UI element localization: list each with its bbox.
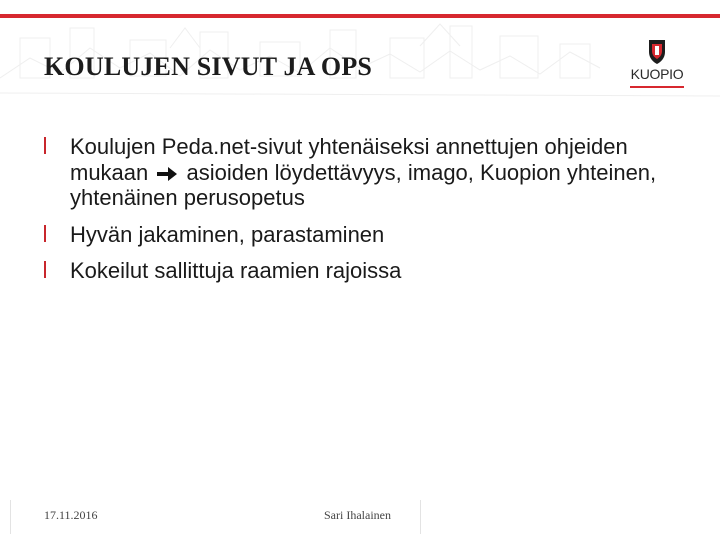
- slide-title: KOULUJEN SIVUT JA OPS: [44, 52, 373, 81]
- bullet-marker: [44, 261, 46, 278]
- bullet-item: [42, 222, 682, 248]
- bullet-item: [42, 134, 682, 211]
- bullet-list: [42, 134, 682, 295]
- footer-divider: [10, 500, 11, 534]
- footer-date: 17.11.2016: [44, 508, 98, 522]
- kuopio-logo: [624, 38, 690, 94]
- bullet-text: Kokeilut sallittuja raamien rajoissa: [70, 258, 402, 283]
- bullet-marker: [44, 137, 46, 154]
- logo-underline: [630, 86, 684, 88]
- bullet-text-after-arrow: asioiden löydettävyys, imago, Kuopion yhteinen, yhtenäinen perusopetus: [70, 159, 657, 210]
- bullet-marker: [44, 225, 46, 242]
- logo-text: KUOPIO: [630, 66, 684, 82]
- bullet-text-before-arrow: Koulujen Peda.net-sivut yhtenäiseksi annettujen ohjeiden mukaan: [70, 134, 628, 185]
- right-arrow-icon: [156, 166, 178, 182]
- coat-of-arms-icon: [624, 38, 690, 68]
- bullet-item: [42, 258, 682, 284]
- footer-divider: [420, 500, 421, 534]
- footer-author: Sari Ihalainen: [324, 508, 391, 522]
- bullet-text: Hyvän jakaminen, parastaminen: [70, 221, 385, 247]
